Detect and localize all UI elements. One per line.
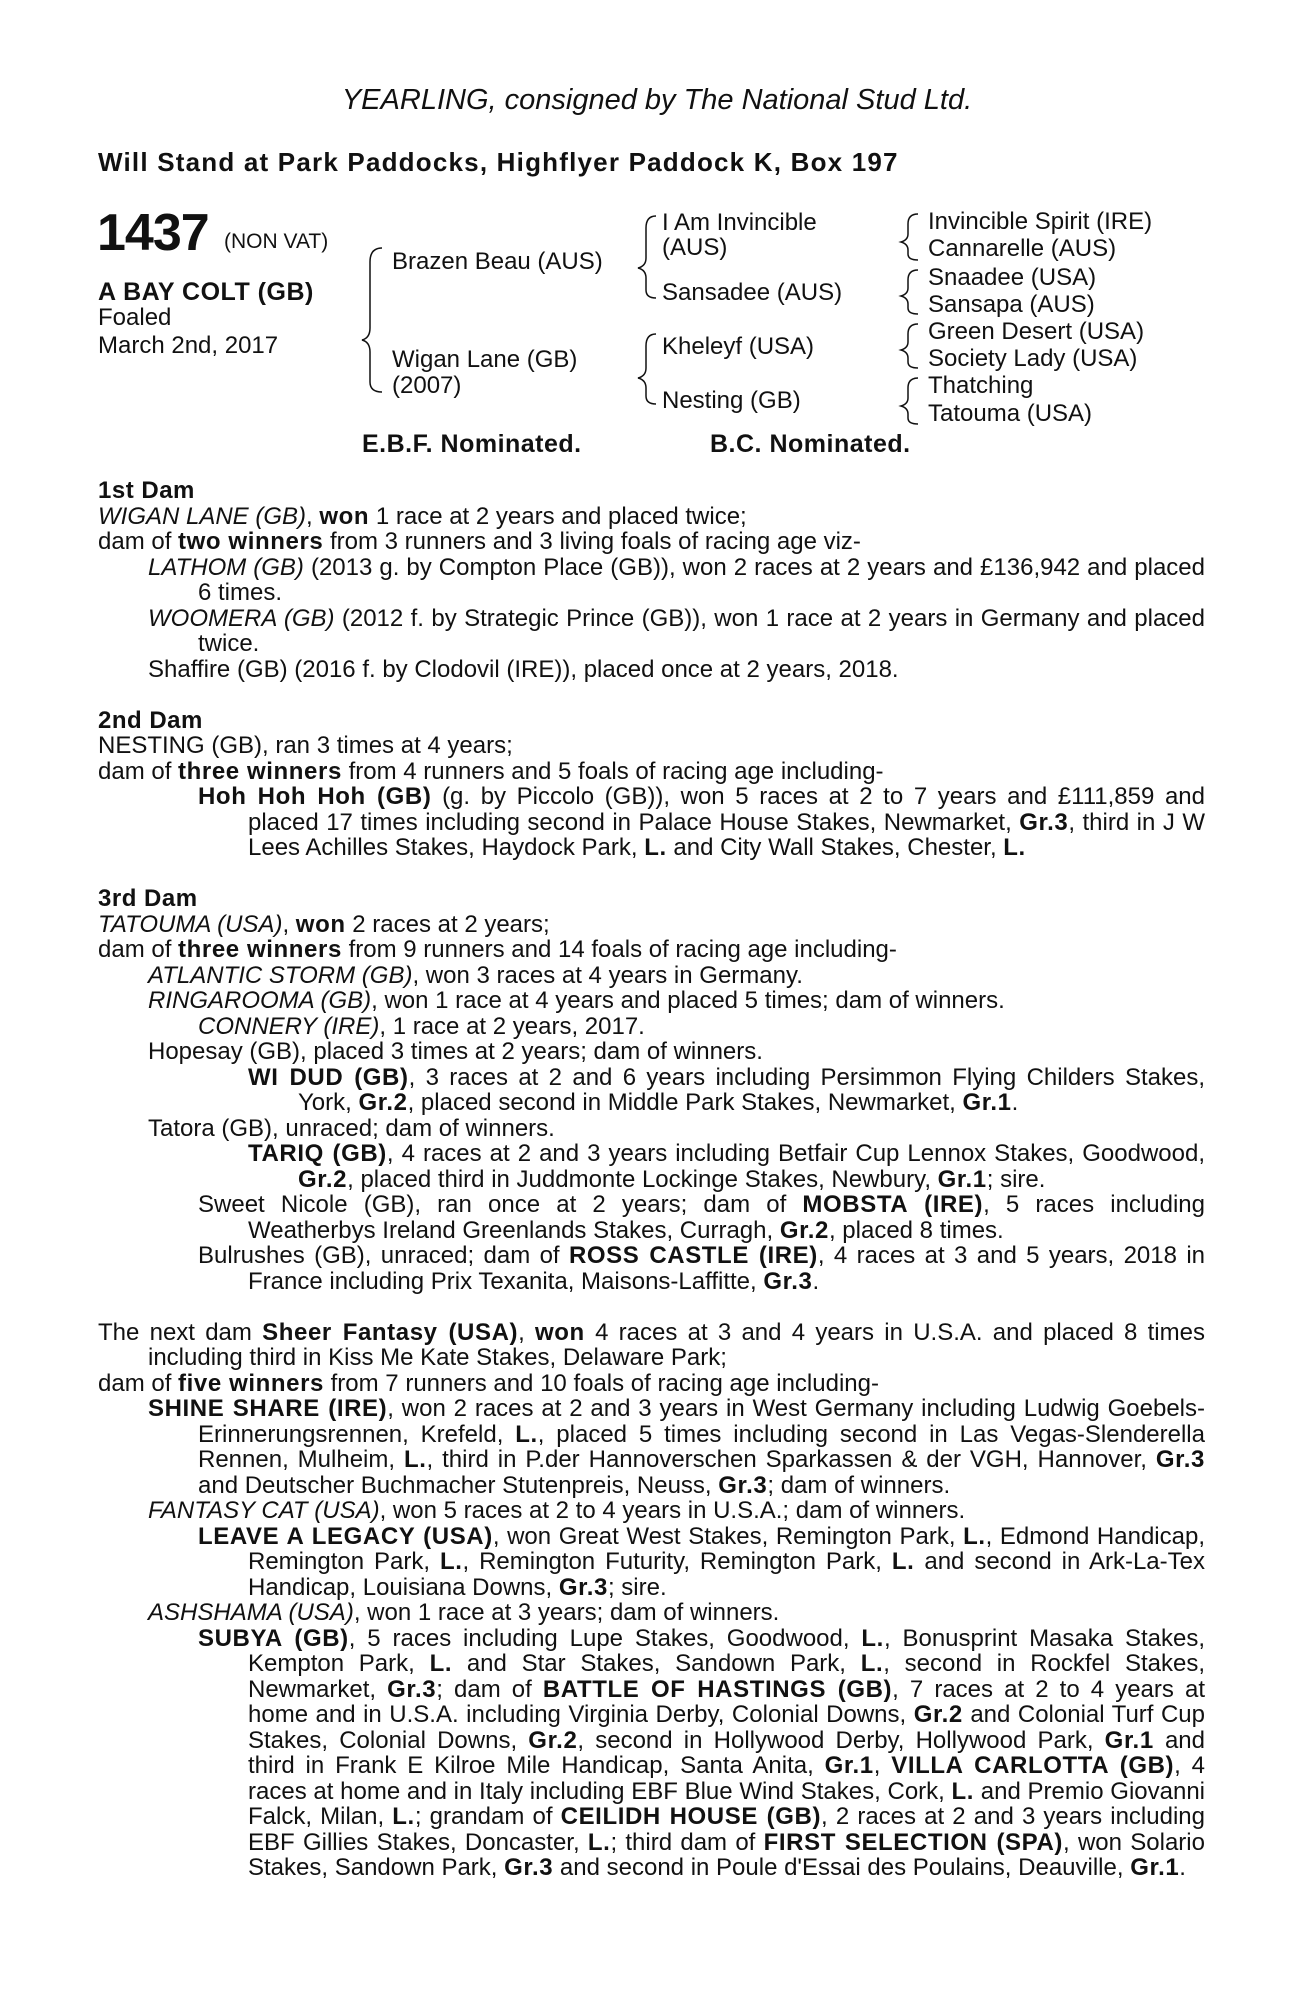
text-run: from 7 runners and 10 foals of racing age including-	[323, 1369, 879, 1397]
ancestor-g3-6: Society Lady (USA)	[928, 345, 1138, 372]
dam-record-line	[98, 1320, 1205, 1371]
text-run: , won 2 races at 2 and 3 years in West Germany including Ludwig Goebels-Erinnerungsrennen, Krefeld,	[198, 1395, 1206, 1448]
dam-foaling-year: (2007)	[392, 372, 462, 399]
progeny-entry	[98, 1243, 1205, 1294]
text-run: dam of	[98, 528, 179, 555]
bold-text: three winners	[178, 936, 342, 963]
text-run: , 1 race at 2 years, 2017.	[379, 1012, 645, 1040]
text-run: , won Solario Stakes, Sandown Park,	[248, 1828, 1205, 1881]
bold-text: TARIQ (GB)	[248, 1140, 387, 1167]
text-run: 1 race at 2 years and placed twice;	[369, 502, 747, 530]
bold-text: Gr.2	[779, 1216, 829, 1244]
text-run: 2 races at 2 years;	[345, 910, 550, 938]
bold-text: Gr.1	[937, 1165, 987, 1193]
text-run: , won 1 race at 3 years; dam of winners.	[353, 1599, 780, 1626]
text-run: ,	[306, 502, 320, 530]
next-dam-section	[98, 1320, 1205, 1881]
text-run: 4 races at 3 and 4 years in U.S.A. and placed 8 times including third in Kiss Me Kate Stakes, Delaware Park;	[148, 1318, 1205, 1371]
bold-text: L.	[860, 1650, 884, 1677]
text-run: , third in J W Lees Achilles Stakes, Haydock Park,	[248, 808, 1205, 861]
text-run: .	[1179, 1854, 1186, 1881]
progeny-entry	[98, 1039, 1205, 1065]
dam-record-line	[98, 912, 1205, 938]
text-run: ,	[873, 1752, 892, 1779]
text-run: , Bonusprint Masaka Stakes, Kempton Park,	[248, 1624, 1205, 1677]
ancestor-g3-2: Cannarelle (AUS)	[928, 235, 1117, 262]
text-run: (2012 f. by Strategic Prince (GB)), won 1 race at 2 years in Germany and placed twice.	[198, 604, 1205, 657]
first-dam-section	[98, 478, 1205, 682]
bold-text: Gr.3	[718, 1471, 768, 1499]
text-run: , third in P.der Hannoverschen Sparkassen & der VGH, Hannover,	[426, 1446, 1156, 1473]
bold-text: SUBYA (GB)	[198, 1624, 349, 1652]
next-dam-text	[98, 1320, 1205, 1881]
text-run: , second in Rockfel Stakes, Newmarket,	[248, 1650, 1206, 1703]
bold-text: Gr.3	[1019, 808, 1069, 836]
text-run: , placed third in Juddmonte Lockinge Stakes, Newbury,	[347, 1165, 938, 1193]
dam-sire-name: Kheleyf (USA)	[662, 333, 815, 360]
bold-text: won	[535, 1318, 585, 1346]
lot-number: 1437	[97, 204, 209, 262]
bold-text: L.	[429, 1650, 453, 1677]
text-run: and Star Stakes, Sandown Park,	[452, 1650, 861, 1677]
bold-text: Gr.3	[504, 1854, 554, 1881]
sire-sire-name: I Am Invincible	[662, 209, 817, 236]
first-dam-heading: 1st Dam	[98, 477, 195, 504]
bold-text: Gr.3	[763, 1267, 813, 1295]
italic-text: TATOUMA (USA)	[98, 910, 283, 938]
bold-text: Gr.1	[1130, 1854, 1180, 1881]
bold-text: won	[295, 910, 346, 938]
text-run: , placed 5 times including second in Las Vegas-Slenderella Rennen, Mulheim,	[198, 1420, 1205, 1473]
progeny-entry	[98, 1116, 1205, 1142]
progeny-entry	[98, 988, 1205, 1014]
text-run: , second in Hollywood Derby, Hollywood Park,	[577, 1726, 1105, 1754]
text-run: ,	[282, 910, 296, 938]
progeny-entry	[98, 963, 1205, 989]
italic-text: CONNERY (IRE)	[198, 1012, 380, 1040]
italic-text: WOOMERA (GB)	[148, 604, 335, 632]
bold-text: CEILIDH HOUSE (GB)	[560, 1803, 822, 1830]
sire-dam-name: Sansadee (AUS)	[662, 279, 843, 306]
second-dam-text	[98, 733, 1205, 861]
text-run: , Edmond Handicap, Remington Park,	[248, 1522, 1205, 1575]
text-run: Sweet Nicole (GB), ran once at 2 years; dam of	[198, 1191, 803, 1218]
first-dam-text	[98, 504, 1205, 683]
ebf-nomination: E.B.F. Nominated.	[362, 430, 582, 458]
dam-history	[98, 478, 1205, 1881]
text-run: dam of	[98, 1369, 179, 1397]
bold-text: L.	[1003, 834, 1026, 861]
third-dam-text	[98, 912, 1205, 1295]
text-run: Shaffire (GB) (2016 f. by Clodovil (IRE)), placed once at 2 years, 2018.	[148, 655, 899, 683]
sire-name: Brazen Beau (AUS)	[392, 248, 603, 275]
bold-text: MOBSTA (IRE)	[802, 1191, 984, 1218]
bold-text: L.	[644, 834, 667, 861]
text-run: ; third dam of	[610, 1828, 764, 1856]
bold-text: three winners	[178, 757, 342, 785]
bold-text: SHINE SHARE (IRE)	[148, 1395, 388, 1422]
third-dam-section	[98, 886, 1205, 1294]
text-run: Bulrushes (GB), unraced; dam of	[198, 1242, 569, 1269]
bold-text: L.	[963, 1522, 986, 1550]
text-run: .	[1011, 1089, 1019, 1116]
bold-text: VILLA CARLOTTA (GB)	[891, 1752, 1175, 1779]
bold-text: L.	[392, 1803, 415, 1830]
bold-text: BATTLE OF HASTINGS (GB)	[542, 1675, 893, 1703]
bc-nomination: B.C. Nominated.	[710, 430, 911, 458]
text-run: , placed second in Middle Park Stakes, Newmarket,	[407, 1089, 963, 1116]
text-run: .	[812, 1267, 820, 1295]
bold-text: LEAVE A LEGACY (USA)	[198, 1522, 493, 1550]
foaled-label: Foaled	[98, 304, 172, 331]
text-run: , won 1 race at 4 years and placed 5 times; dam of winners.	[371, 987, 1005, 1014]
progeny-entry	[98, 555, 1205, 606]
bold-text: WI DUD (GB)	[248, 1063, 409, 1091]
bold-text: L.	[404, 1446, 427, 1473]
text-run: , 5 races including Weatherbys Ireland Greenlands Stakes, Curragh,	[248, 1191, 1205, 1244]
second-dam-section	[98, 708, 1205, 861]
ancestor-g3-3: Snaadee (USA)	[928, 264, 1097, 291]
ancestor-g3-8: Tatouma (USA)	[928, 400, 1093, 427]
text-run: ; grandam of	[414, 1803, 561, 1830]
text-run: from 4 runners and 5 foals of racing age including-	[341, 757, 884, 785]
text-run: and Colonial Turf Cup Stakes, Colonial Downs,	[248, 1701, 1205, 1754]
bold-text: L.	[891, 1548, 915, 1575]
text-run: Tatora (GB), unraced; dam of winners.	[148, 1114, 555, 1142]
text-run: from 3 runners and 3 living foals of racing age viz-	[323, 528, 861, 555]
text-run: (g. by Piccolo (GB)), won 5 races at 2 to 7 years and £111,859 and placed 17 times including second in Palace House Stakes, Newmarket,	[248, 783, 1206, 836]
sire-sire-country: (AUS)	[662, 234, 728, 261]
text-run: ; sire.	[986, 1165, 1046, 1193]
stand-location: Will Stand at Park Paddocks, Highflyer Paddock K, Box 197	[98, 147, 899, 177]
third-dam-heading: 3rd Dam	[98, 885, 198, 912]
bold-text: Hoh Hoh Hoh (GB)	[198, 783, 432, 810]
italic-text: FANTASY CAT (USA)	[148, 1497, 380, 1524]
bold-text: Gr.3	[558, 1573, 608, 1601]
text-run: and second in Poule d'Essai des Poulains, Deauville,	[553, 1854, 1131, 1881]
italic-text: ATLANTIC STORM (GB)	[148, 961, 413, 989]
text-run: , 4 races at 3 and 5 years, 2018 in France including Prix Texanita, Maisons-Laffitte,	[248, 1242, 1205, 1295]
progeny-entry	[98, 1600, 1205, 1626]
bold-text: FIRST SELECTION (SPA)	[763, 1828, 1064, 1856]
text-run: and third in Frank E Kilroe Mile Handicap, Santa Anita,	[248, 1726, 1205, 1779]
bold-text: five winners	[178, 1369, 324, 1397]
text-run: ,	[518, 1318, 536, 1346]
text-run: ; dam of	[436, 1675, 543, 1703]
bold-text: Gr.3	[1155, 1446, 1206, 1473]
italic-text: ASHSHAMA (USA)	[148, 1599, 354, 1626]
dam-record-line	[98, 937, 1205, 963]
italic-text: RINGAROOMA (GB)	[148, 987, 372, 1014]
text-run: , placed 8 times.	[828, 1216, 1004, 1244]
text-run: from 9 runners and 14 foals of racing age including-	[341, 936, 897, 963]
bold-text: Gr.2	[913, 1701, 963, 1728]
ancestor-g3-4: Sansapa (AUS)	[928, 291, 1095, 318]
text-run: , Remington Futurity, Remington Park,	[462, 1548, 892, 1575]
bold-text: L.	[587, 1828, 611, 1856]
progeny-entry	[98, 1014, 1205, 1040]
text-run: , 7 races at 2 to 4 years at home and in U.S.A. including Virginia Derby, Colonial Downs,	[248, 1675, 1205, 1728]
text-run: Hopesay (GB), placed 3 times at 2 years; dam of winners.	[148, 1038, 763, 1065]
ancestor-g3-7: Thatching	[928, 372, 1034, 399]
foaled-date: March 2nd, 2017	[98, 332, 279, 359]
text-run: , 3 races at 2 and 6 years including Persimmon Flying Childers Stakes, York,	[298, 1063, 1205, 1116]
dam-dam-name: Nesting (GB)	[662, 387, 801, 414]
progeny-entry	[98, 1396, 1205, 1498]
dam-record-line	[98, 759, 1205, 785]
bold-text: won	[319, 502, 370, 530]
lot-description: A BAY COLT (GB)	[98, 278, 314, 306]
text-run: and Deutscher Buchmacher Stutenpreis, Neuss,	[198, 1471, 719, 1499]
progeny-entry	[98, 1065, 1205, 1116]
text-run: dam of	[98, 936, 179, 963]
bold-text: Gr.2	[528, 1726, 578, 1754]
bold-text: Gr.1	[962, 1089, 1012, 1116]
catalogue-title: YEARLING, consigned by The National Stud Ltd.	[341, 84, 973, 116]
bold-text: Sheer Fantasy (USA)	[262, 1318, 519, 1346]
dam-record-line	[98, 1371, 1205, 1397]
second-dam-heading: 2nd Dam	[98, 706, 203, 734]
text-run: The next dam	[98, 1318, 263, 1346]
dam-name: Wigan Lane (GB)	[392, 346, 578, 373]
bold-text: ROSS CASTLE (IRE)	[568, 1242, 818, 1269]
text-run: , 4 races at 2 and 3 years including Betfair Cup Lennox Stakes, Goodwood,	[386, 1140, 1206, 1167]
progeny-entry	[98, 1626, 1205, 1881]
text-run: and second in Ark-La-Tex Handicap, Louisiana Downs,	[248, 1548, 1205, 1601]
text-run: , won 5 races at 2 to 4 years in U.S.A.; dam of winners.	[379, 1497, 966, 1524]
progeny-entry	[98, 1524, 1205, 1601]
progeny-entry	[98, 1141, 1205, 1192]
text-run: ; dam of winners.	[767, 1471, 951, 1499]
bold-text: Gr.1	[824, 1752, 874, 1779]
bold-text: L.	[439, 1548, 463, 1575]
bold-text: L.	[861, 1624, 884, 1652]
bold-text: Gr.1	[1104, 1726, 1154, 1754]
bold-text: L.	[951, 1777, 975, 1805]
text-run: , won 3 races at 4 years in Germany.	[412, 961, 803, 989]
bold-text: Gr.2	[298, 1165, 348, 1193]
text-run: and Premio Giovanni Falck, Milan,	[248, 1777, 1206, 1830]
italic-text: LATHOM (GB)	[148, 553, 304, 581]
text-run: dam of	[98, 757, 179, 785]
bold-text: L.	[515, 1420, 538, 1448]
dam-record-line	[98, 733, 1205, 759]
bold-text: Gr.2	[358, 1089, 408, 1116]
bold-text: two winners	[178, 528, 324, 555]
text-run: NESTING (GB), ran 3 times at 4 years;	[98, 732, 513, 759]
progeny-entry	[98, 1498, 1205, 1524]
italic-text: WIGAN LANE (GB)	[98, 502, 307, 530]
text-run: ; sire.	[607, 1573, 667, 1601]
progeny-entry	[98, 1192, 1205, 1243]
progeny-entry	[98, 784, 1205, 861]
ancestor-g3-1: Invincible Spirit (IRE)	[928, 208, 1153, 235]
bold-text: Gr.3	[387, 1675, 437, 1703]
vat-status: (NON VAT)	[224, 230, 329, 253]
text-run: , 5 races including Lupe Stakes, Goodwood,	[348, 1624, 862, 1652]
text-run: , 4 races at home and in Italy including EBF Blue Wind Stakes, Cork,	[248, 1752, 1205, 1805]
text-run: (2013 g. by Compton Place (GB)), won 2 races at 2 years and £136,942 and placed 6 times.	[198, 553, 1205, 606]
text-run: , won Great West Stakes, Remington Park,	[492, 1522, 964, 1550]
dam-record-line	[98, 504, 1205, 530]
progeny-entry	[98, 606, 1205, 657]
text-run: , 2 races at 2 and 3 years including EBF Gillies Stakes, Doncaster,	[248, 1803, 1205, 1856]
text-run: and City Wall Stakes, Chester,	[666, 834, 1004, 861]
dam-record-line	[98, 529, 1205, 555]
ancestor-g3-5: Green Desert (USA)	[928, 318, 1145, 345]
progeny-entry	[98, 657, 1205, 683]
